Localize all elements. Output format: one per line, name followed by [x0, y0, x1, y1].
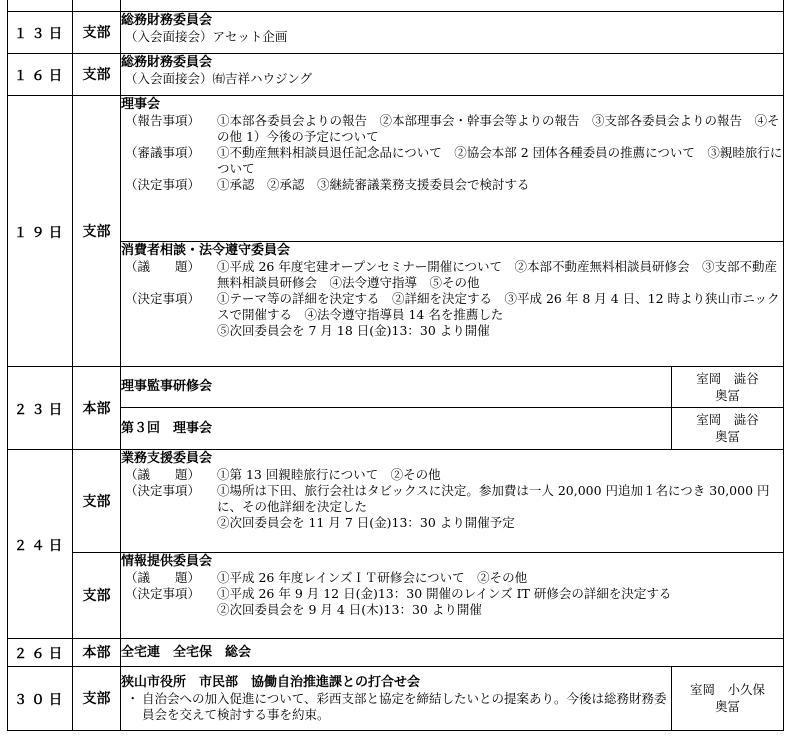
agenda-text: ①本部各委員会よりの報告 ②本部理事会・幹事会等よりの報告 ③支部各委員会よりの報告 ④その他 1）今後の予定について	[217, 112, 780, 144]
agenda-item	[121, 145, 783, 177]
agenda-item	[121, 177, 783, 193]
meeting-title: 総務財務委員会	[121, 54, 213, 70]
day-cell: １６日	[8, 53, 73, 95]
table-row	[8, 638, 784, 666]
day-cell: ２４日	[8, 449, 73, 638]
agenda-text: ①平成 26 年 9 月 12 日(金)13：30 開催のレインズ IT 研修会の詳細を決定する	[217, 585, 672, 601]
agenda-label: （議 題）	[125, 258, 201, 274]
bullet-item	[121, 691, 671, 723]
organizer-cell: 支部	[73, 552, 121, 638]
meeting-title: 情報提供委員会	[121, 553, 213, 569]
agenda-continuation: ②次回委員会を 11 月 7 日(金)13：30 より開催予定	[217, 514, 515, 530]
day-cell: １９日	[8, 95, 73, 366]
organizer-cell: 本部	[73, 366, 121, 449]
agenda-label: （決定事項）	[125, 482, 201, 498]
agenda-item	[121, 291, 783, 323]
agenda-label: （決定事項）	[125, 176, 201, 192]
bullet-text: 自治会への加入促進について、彩西支部と協定を締結したいとの提案あり。今後は総務財務委員会を交えて検討する事を約束。	[142, 690, 667, 722]
table-row	[8, 449, 784, 552]
agenda-item	[121, 586, 783, 602]
table-row	[8, 241, 784, 366]
content-cell	[121, 449, 784, 552]
table-row	[8, 407, 784, 449]
meeting-title: 第３回 理事会	[121, 420, 213, 436]
organizer-cell: 支部	[73, 11, 121, 53]
meeting-title: 全宅連 全宅保 総会	[121, 644, 252, 660]
organizer-cell: 支部	[73, 666, 121, 730]
agenda-text: ①平成 26 年度宅建オープンセミナー開催について ②本部不動産無料相談員研修会 ③支部不動産無料相談員研修会 ④法令遵守指導 ⑤その他	[217, 258, 777, 290]
agenda-continuation: ⑤次回委員会を 7 月 18 日(金)13：30 より開催	[217, 322, 490, 338]
meeting-title: 理事会	[121, 96, 161, 112]
organizer-cell: 支部	[73, 95, 121, 366]
content-cell	[121, 241, 784, 366]
agenda-text: ①場所は下田、旅行会社はタビックスに決定。参加費は一人 20,000 円追加１名につき 30,000 円に、その他詳細を決定した	[217, 482, 770, 514]
bullet-mark: ・	[126, 690, 139, 706]
day-cell: ２３日	[8, 366, 73, 449]
meeting-title: 理事監事研修会	[121, 379, 213, 394]
agenda-item	[121, 113, 783, 145]
content-cell	[121, 407, 672, 449]
attendees-line: 奥冨	[714, 699, 740, 714]
agenda-label: （審議事項）	[125, 144, 201, 160]
meeting-title: 消費者相談・法令遵守委員会	[121, 242, 291, 258]
agenda-label: （議 題）	[125, 569, 201, 585]
meeting-subtitle: （入会面接会）㈲吉祥ハウジング	[125, 70, 312, 86]
table-row	[8, 95, 784, 241]
day-cell: ３０日	[8, 666, 73, 730]
table-row	[8, 11, 784, 53]
table-row-stub	[8, 0, 784, 11]
attendees-cell	[672, 666, 784, 730]
meeting-title: 総務財務委員会	[121, 12, 213, 28]
content-cell	[121, 638, 784, 666]
meeting-subtitle: （入会面接会）アセット企画	[125, 28, 288, 44]
agenda-item	[121, 259, 783, 291]
agenda-text: ①テーマ等の詳細を決定する ②詳細を決定する ③平成 26 年 8 月 4 日、12 時より狭山市ニックスで開催する ④法令遵守指導員 14 名を推薦した	[217, 290, 780, 322]
agenda-text: ①不動産無料相談員退任記念品について ②協会本部 2 団体各種委員の推薦について ③親睦旅行について	[217, 144, 783, 176]
content-cell	[121, 552, 784, 638]
agenda-label: （決定事項）	[125, 585, 201, 601]
organizer-cell: 本部	[73, 638, 121, 666]
agenda-label: （議 題）	[125, 466, 201, 482]
meeting-title: 業務支援委員会	[121, 450, 213, 466]
table-row	[8, 53, 784, 95]
schedule-table	[7, 0, 784, 731]
content-cell	[121, 11, 784, 53]
attendees-line: 奥冨	[714, 387, 740, 403]
agenda-text: ①第 13 回親睦旅行について ②その他	[217, 466, 441, 482]
attendees-line: 室岡 澁谷	[696, 412, 759, 427]
content-cell	[121, 53, 784, 95]
agenda-item	[121, 467, 783, 483]
attendees-line: 奥冨	[714, 429, 740, 444]
table-row	[8, 366, 784, 407]
attendees-cell	[672, 407, 784, 449]
content-cell	[121, 95, 784, 241]
organizer-cell: 支部	[73, 53, 121, 95]
agenda-text: ①承認 ②承認 ③継続審議業務支援委員会で検討する	[217, 176, 530, 192]
attendees-cell	[672, 366, 784, 407]
content-cell	[121, 366, 672, 407]
table-row	[8, 666, 784, 730]
content-cell	[121, 666, 672, 730]
agenda-item	[121, 570, 783, 586]
agenda-label: （報告事項）	[125, 112, 201, 128]
attendees-line: 室岡 小久保	[689, 682, 765, 697]
attendees-line: 室岡 澁谷	[696, 370, 759, 386]
day-cell: ２６日	[8, 638, 73, 666]
meeting-title: 狭山市役所 市民部 協働自治推進課との打合せ会	[121, 674, 421, 690]
day-cell: １３日	[8, 11, 73, 53]
table-row	[8, 552, 784, 638]
organizer-cell: 支部	[73, 449, 121, 552]
agenda-item	[121, 483, 783, 515]
agenda-continuation: ②次回委員会を 9 月 4 日(木)13：30 より開催	[217, 601, 482, 617]
agenda-text: ①平成 26 年度レインズＩＴ研修会について ②その他	[217, 569, 528, 585]
agenda-label: （決定事項）	[125, 290, 201, 306]
